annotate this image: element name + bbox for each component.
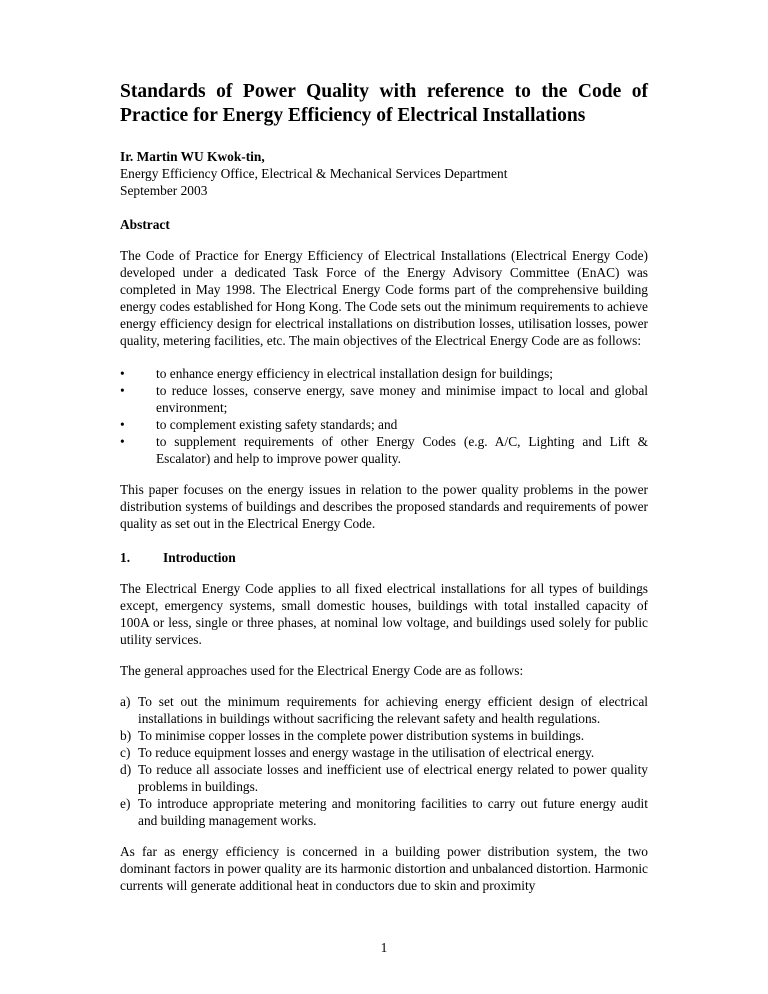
list-item bbox=[120, 382, 648, 416]
list-marker: e) bbox=[120, 796, 131, 811]
list-item bbox=[120, 433, 648, 467]
approaches-list bbox=[120, 693, 648, 829]
list-item-text: to supplement requirements of other Energy Codes (e.g. A/C, Lighting and Lift & Escalator) and help to improve power quality. bbox=[156, 434, 648, 466]
list-marker: c) bbox=[120, 745, 131, 760]
list-item bbox=[120, 744, 648, 761]
list-item-text: To introduce appropriate metering and monitoring facilities to carry out future energy audit and building management works. bbox=[138, 796, 648, 828]
bullet-icon: • bbox=[120, 366, 125, 381]
list-marker: b) bbox=[120, 728, 132, 743]
abstract-paragraph: The Code of Practice for Energy Efficiency of Electrical Installations (Electrical Energy Code) developed under a dedicated Task Force of the Energy Advisory Committee (EnAC) was completed in May 1998. The Electrical Energy Code forms part of the comprehensive building energy codes established for Hong Kong. The Code sets out the minimum requirements to achieve energy efficiency design for electrical installations on distribution losses, utilisation losses, power quality, metering facilities, etc. The main objectives of the Electrical Energy Code are as follows: bbox=[120, 248, 648, 348]
list-item-text: to complement existing safety standards; and bbox=[156, 417, 398, 432]
list-item bbox=[120, 795, 648, 829]
list-item bbox=[120, 416, 648, 433]
list-item-text: To reduce all associate losses and inefficient use of electrical energy related to power quality problems in buildings. bbox=[138, 762, 648, 794]
list-item-text: To set out the minimum requirements for achieving energy efficient design of electrical installations in buildings without sacrificing the relevant safety and health regulations. bbox=[138, 694, 648, 726]
list-item-text: To reduce equipment losses and energy wastage in the utilisation of electrical energy. bbox=[138, 745, 595, 760]
list-item-text: To minimise copper losses in the complete power distribution systems in buildings. bbox=[138, 728, 585, 743]
list-item bbox=[120, 761, 648, 795]
list-item bbox=[120, 727, 648, 744]
list-marker: a) bbox=[120, 694, 131, 709]
list-item-text: to enhance energy efficiency in electrical installation design for buildings; bbox=[156, 366, 553, 381]
paper-title: Standards of Power Quality with reference to the Code of Practice for Energy Efficiency of Electrical Installations bbox=[120, 81, 648, 126]
publication-date: September 2003 bbox=[120, 183, 208, 198]
abstract-heading: Abstract bbox=[120, 217, 170, 232]
approaches-intro: The general approaches used for the Electrical Energy Code are as follows: bbox=[120, 663, 524, 678]
focus-paragraph: This paper focuses on the energy issues in relation to the power quality problems in the power distribution systems of buildings and describes the proposed standards and requirements of power quality as set out in the Electrical Energy Code. bbox=[120, 482, 648, 531]
list-marker: d) bbox=[120, 762, 132, 777]
page-content bbox=[120, 80, 648, 894]
list-item-text: to reduce losses, conserve energy, save money and minimise impact to local and global environment; bbox=[156, 383, 648, 415]
section-heading bbox=[120, 549, 648, 566]
list-item bbox=[120, 693, 648, 727]
author-affiliation: Energy Efficiency Office, Electrical & Mechanical Services Department bbox=[120, 166, 508, 181]
section-title: Introduction bbox=[163, 550, 236, 565]
bullet-icon: • bbox=[120, 417, 125, 432]
list-item bbox=[120, 365, 648, 382]
bullet-icon: • bbox=[120, 383, 125, 398]
section-number: 1. bbox=[120, 550, 131, 565]
author-name: Ir. Martin WU Kwok-tin, bbox=[120, 149, 265, 164]
bullet-icon: • bbox=[120, 434, 125, 449]
closing-paragraph: As far as energy efficiency is concerned in a building power distribution system, the two dominant factors in power quality are its harmonic distortion and unbalanced distortion. Harmonic currents will generate additional heat in conductors due to skin and proximity bbox=[120, 844, 648, 893]
intro-paragraph: The Electrical Energy Code applies to all fixed electrical installations for all types of buildings except, emergency systems, small domestic houses, buildings with total installed capacity of 100A or less, single or three phases, at nominal low voltage, and buildings used solely for public utility services. bbox=[120, 581, 648, 647]
page-number: 1 bbox=[380, 940, 388, 955]
objectives-list bbox=[120, 365, 648, 467]
